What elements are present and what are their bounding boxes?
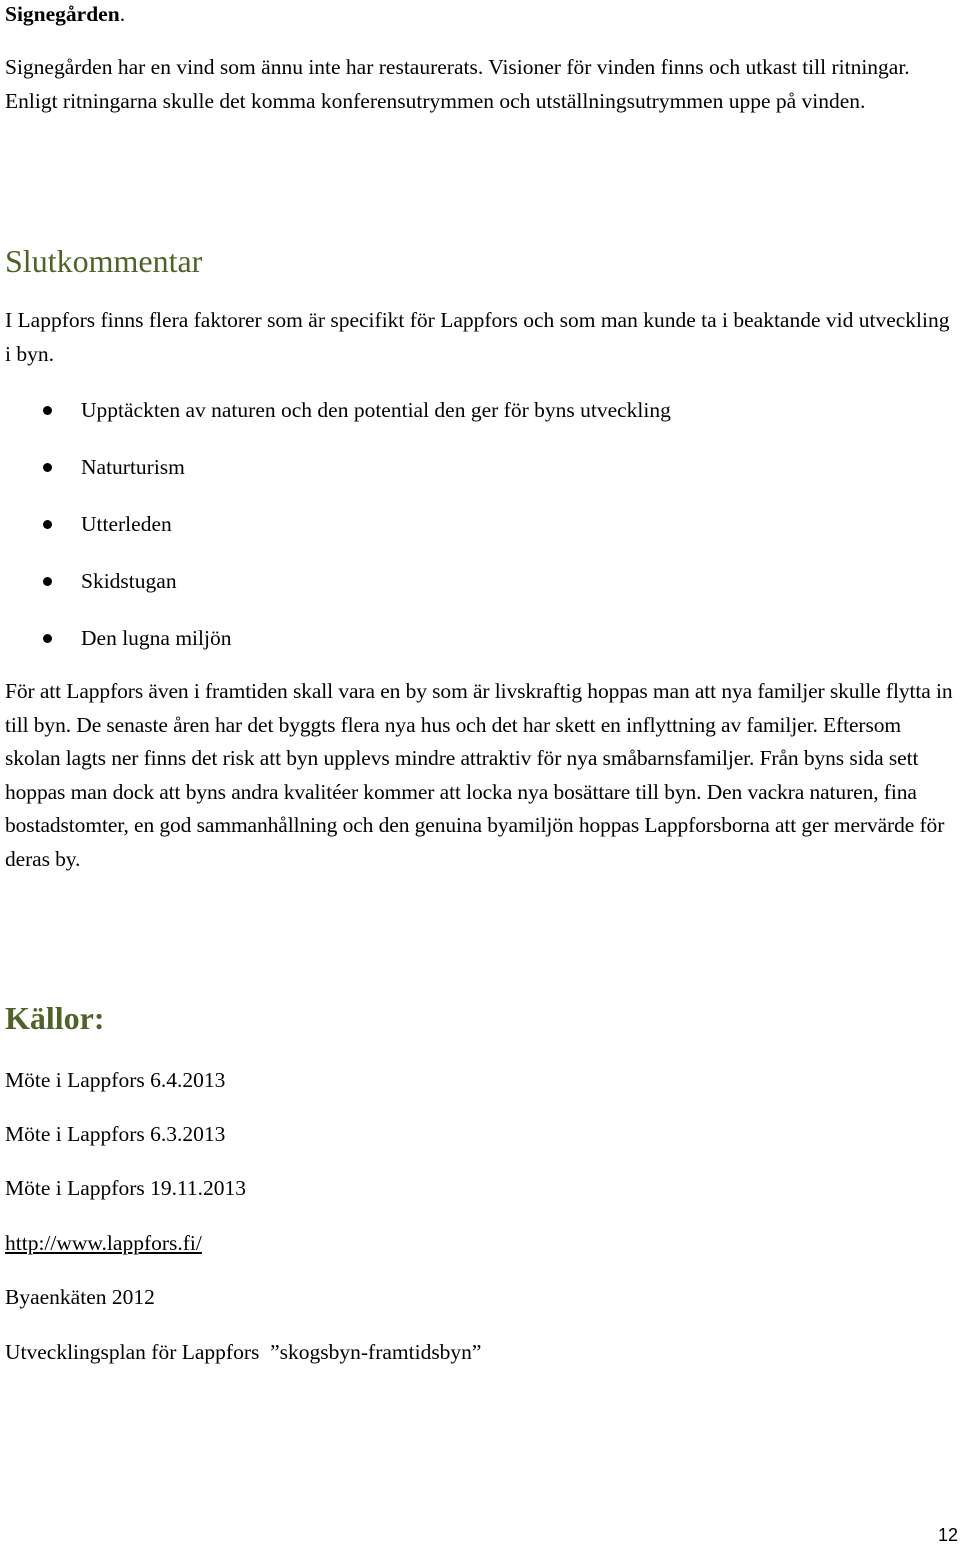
slutkommentar-intro: I Lappfors finns flera faktorer som är specifikt för Lappfors och som man kunde ta i beaktande vid utveckling i byn. bbox=[5, 308, 950, 366]
section-heading-signegarden bbox=[5, 0, 125, 31]
bullet-icon bbox=[43, 634, 52, 643]
list-item bbox=[0, 507, 671, 564]
list-item-text: Upptäckten av naturen och den potential den ger för byns utveckling bbox=[81, 398, 671, 422]
list-item-text: Den lugna miljön bbox=[81, 626, 232, 650]
heading-dot: . bbox=[119, 2, 126, 26]
source-link-item bbox=[5, 1228, 202, 1258]
section-heading-kallor: Källor: bbox=[5, 1000, 105, 1036]
list-item bbox=[0, 393, 671, 450]
heading-text: Signegården bbox=[5, 2, 120, 26]
list-item-text: Skidstugan bbox=[81, 569, 177, 593]
source-item: Möte i Lappfors 19.11.2013 bbox=[5, 1176, 247, 1200]
slutkommentar-body: För att Lappfors även i framtiden skall vara en by som är livskraftig hoppas man att nya familjer skulle flytta in till byn. De senaste åren har det byggts flera nya hus och det har skett en inflyttning av familjer. Eftersom skolan lagts ner finns det risk att byn upplevs mindre attraktiv för nya småbarnsfamiljer. Från byns sida sett hoppas man dock att byns andra kvalitéer kommer att locka nya bosättare till byn. Den vackra naturen, fina bostadstomter, en god sammanhållning och den genuina byamiljön hoppas Lappforsborna att ger mervärde för deras by. bbox=[5, 679, 953, 871]
source-item: Utvecklingsplan för Lappfors ”skogsbyn-framtidsbyn” bbox=[5, 1340, 482, 1364]
list-item-text: Utterleden bbox=[81, 512, 172, 536]
list-item bbox=[0, 450, 671, 507]
list-item bbox=[0, 564, 671, 621]
source-item: Byaenkäten 2012 bbox=[5, 1285, 155, 1309]
factor-list bbox=[0, 393, 671, 678]
bullet-icon bbox=[43, 577, 52, 586]
bullet-icon bbox=[43, 463, 52, 472]
source-item: Möte i Lappfors 6.4.2013 bbox=[5, 1068, 226, 1092]
page-number: 12 bbox=[937, 1525, 958, 1545]
signegarden-paragraph: Signegården har en vind som ännu inte har restaurerats. Visioner för vinden finns och utkast till ritningar. Enligt ritningarna skulle det komma konferensutrymmen och utställningsutrymmen uppe på vinden. bbox=[5, 55, 910, 113]
section-heading-slutkommentar: Slutkommentar bbox=[5, 243, 203, 279]
bullet-icon bbox=[43, 406, 52, 415]
source-link[interactable]: http://www.lappfors.fi/ bbox=[5, 1231, 202, 1255]
list-item bbox=[0, 621, 671, 678]
source-item: Möte i Lappfors 6.3.2013 bbox=[5, 1122, 226, 1146]
list-item-text: Naturturism bbox=[81, 455, 185, 479]
bullet-icon bbox=[43, 520, 52, 529]
